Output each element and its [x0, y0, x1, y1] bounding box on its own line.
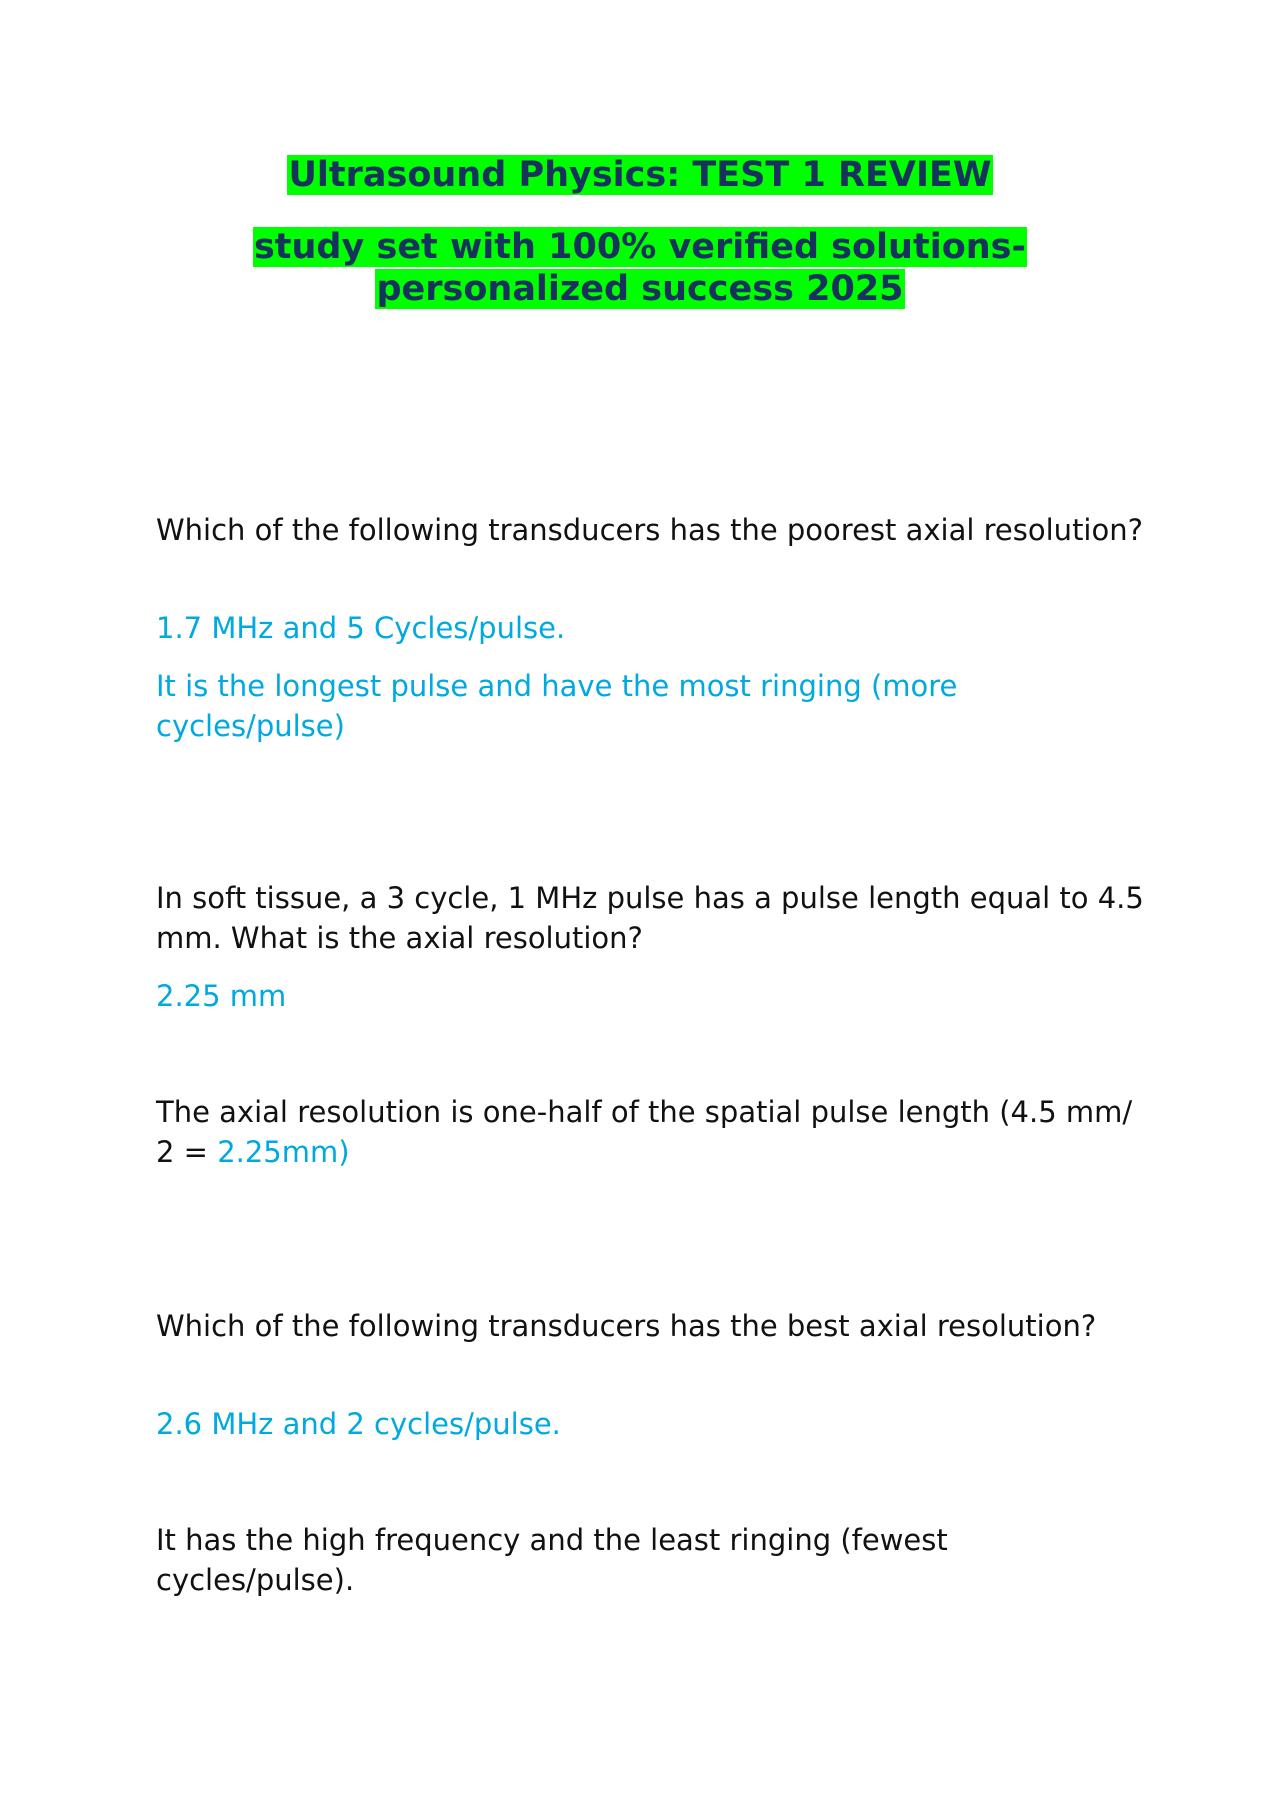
- answer-1: 1.7 MHz and 5 Cycles/pulse.: [156, 611, 566, 645]
- question-1: Which of the following transducers has the poorest axial resolution?: [156, 513, 1144, 547]
- title-highlight: Ultrasound Physics: TEST 1 REVIEW: [288, 155, 992, 195]
- subtitle-line-2: personalized success 2025: [376, 269, 904, 309]
- explanation-1: It is the longest pulse and have the most ringing (more cycles/pulse): [156, 669, 958, 743]
- answer-3: 2.6 MHz and 2 cycles/pulse.: [156, 1407, 561, 1441]
- explanation-2-result: 2.25mm): [217, 1135, 350, 1169]
- explanation-2: [156, 1092, 1146, 1172]
- question-2: In soft tissue, a 3 cycle, 1 MHz pulse has a pulse length equal to 4.5 mm. What is the axial resolution?: [156, 881, 1144, 955]
- document-subtitle: [0, 226, 1280, 310]
- document-title: [0, 154, 1280, 196]
- answer-2: 2.25 mm: [156, 979, 287, 1013]
- explanation-2-text: The axial resolution is one-half of the spatial pulse length (4.5 mm/ 2 =: [156, 1095, 1133, 1169]
- subtitle-line-1: study set with 100% verified solutions-: [253, 227, 1027, 267]
- explanation-3: It has the high frequency and the least ringing (fewest cycles/pulse).: [156, 1523, 948, 1597]
- question-3: Which of the following transducers has the best axial resolution?: [156, 1309, 1097, 1343]
